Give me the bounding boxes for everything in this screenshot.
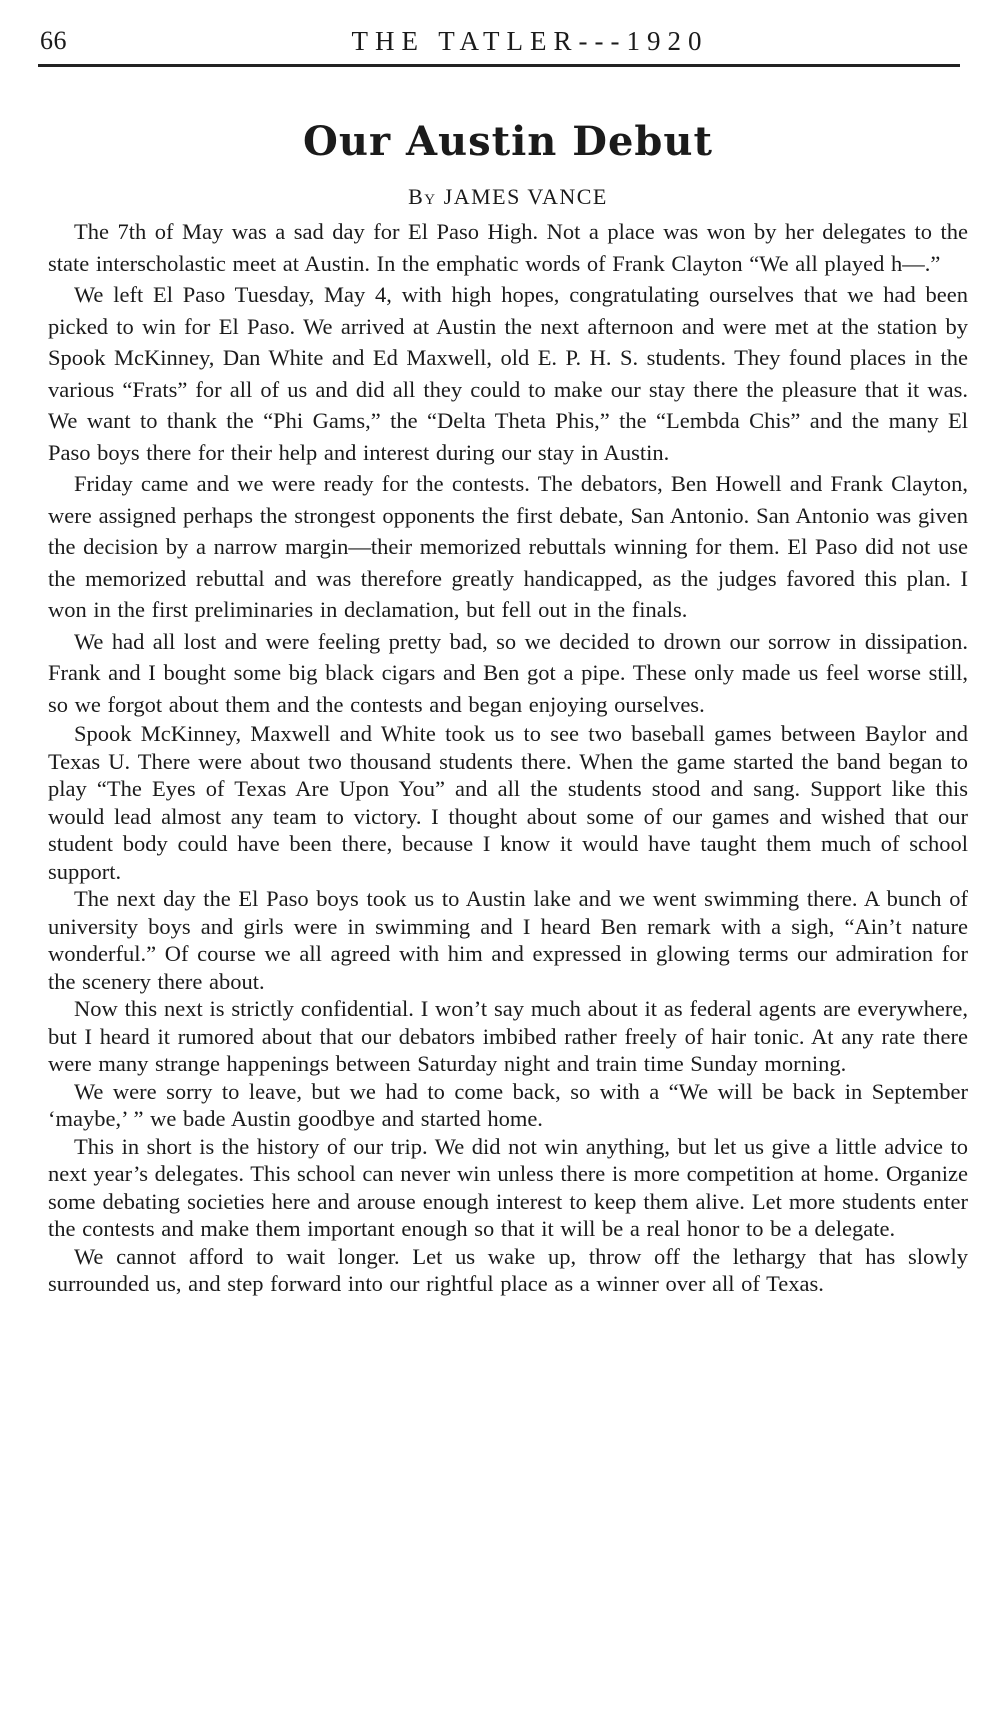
header-rule [38,64,960,67]
article [48,112,968,1298]
paragraph: Friday came and we were ready for the contests. The debators, Ben Howell and Frank Clayton, were assigned perhaps the strongest opponents the first debate, San Antonio. San Antonio was given the decision by a narrow margin—their memorized rebuttals winning for them. El Paso did not use the memorized rebuttal and was therefore greatly handicapped, as the judges favored this plan. I won in the first preliminaries in declamation, but fell out in the finals. [48,471,968,622]
article-title: Our Austin Debut [303,118,713,165]
paragraph: Now this next is strictly confidential. I won’t say much about it as federal agents are everywhere, but I heard it rumored about that our debators imbibed rather freely of hair tonic. At any rate there were many strange happenings between Saturday night and train time Sunday morning. [48,996,968,1076]
paragraph: We left El Paso Tuesday, May 4, with high hopes, congratulating ourselves that we had been picked to win for El Paso. We arrived at Austin the next afternoon and were met at the station by Spook McKinney, Dan White and Ed Maxwell, old E. P. H. S. students. They found places in the various “Frats” for all of us and did all they could to make our stay there the pleasure that it was. We want to thank the “Phi Gams,” the “Delta Theta Phis,” the “Lembda Chis” and the many El Paso boys there for their help and interest during our stay in Austin. [48,282,968,465]
paragraph: The next day the El Paso boys took us to Austin lake and we went swimming there. A bunch of university boys and girls were in swimming and I heard Ben remark with a sigh, “Ain’t nature wonderful.” Of course we all agreed with him and expressed in glowing terms our admiration for the scenery there about. [48,886,968,994]
running-head [40,24,960,64]
article-body [48,216,968,1298]
paragraph: This in short is the history of our trip. We did not win anything, but let us give a little advice to next year’s delegates. This school can never win unless there is more competition at home. Organize some debating societies here and arouse enough interest to keep them alive. Let more students enter the contests and make them important enough so that it will be a real honor to be a delegate. [48,1133,968,1241]
article-byline: By JAMES VANCE [408,184,608,209]
paragraph: We cannot afford to wait longer. Let us wake up, throw off the lethargy that has slowly surrounded us, and step forward into our rightful place as a winner over all of Texas. [48,1243,968,1296]
paragraph: The 7th of May was a sad day for El Paso High. Not a place was won by her delegates to the state interscholastic meet at Austin. In the emphatic words of Frank Clayton “We all played h—.” [48,219,968,276]
paragraph: We were sorry to leave, but we had to come back, so with a “We will be back in September ‘maybe,’ ” we bade Austin goodbye and started home. [48,1078,968,1131]
paragraph: We had all lost and were feeling pretty bad, so we decided to drown our sorrow in dissipation. Frank and I bought some big black cigars and Ben got a pipe. These only made us feel worse still, so we forgot about them and the contests and began enjoying ourselves. [48,628,968,717]
paragraph: Spook McKinney, Maxwell and White took us to see two baseball games between Baylor and Texas U. There were about two thousand students there. When the game started the band began to play “The Eyes of Texas Are Upon You” and all the students stood and sang. Support like this would lead almost any team to victory. I thought about some of our games and wished that our student body could have been there, because I know it would have taught them much of school support. [48,721,968,884]
journal-title: THE TATLER---1920 [351,26,709,56]
page-number: 66 [40,26,67,55]
